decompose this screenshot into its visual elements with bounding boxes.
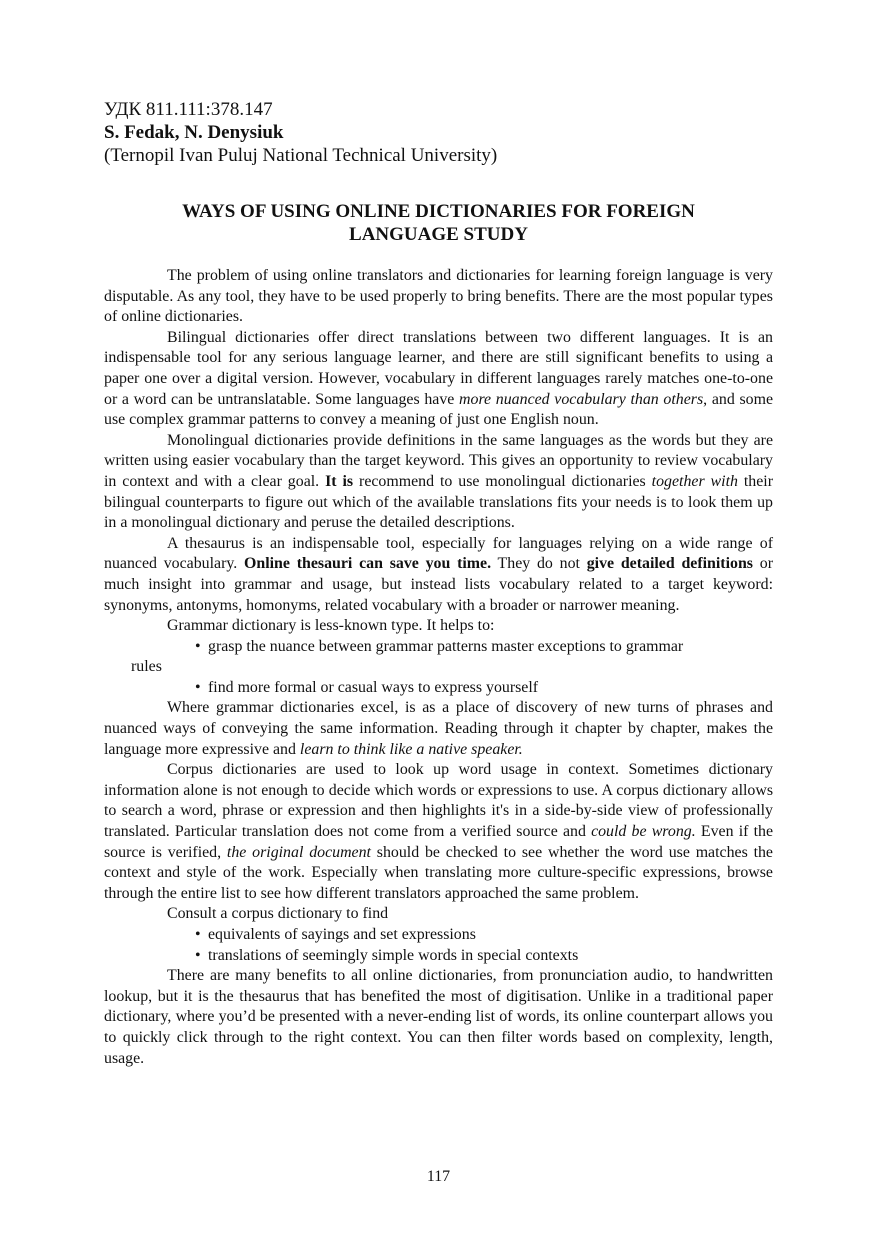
udc-code: УДК 811.111:378.147 bbox=[104, 99, 273, 120]
paragraph-bilingual bbox=[104, 328, 773, 431]
text-run: should be checked to see whether the word use matches the context and style of the work. Especially when translating more culture-specific expressions, browse through the entire list to see how different translators approached the same problem. bbox=[104, 843, 773, 902]
paragraph-consult: Consult a corpus dictionary to find bbox=[167, 905, 389, 923]
emphasis: together with bbox=[651, 472, 738, 490]
title-line-1: WAYS OF USING ONLINE DICTIONARIES FOR FOREIGN bbox=[182, 201, 695, 222]
list-item-text: find more formal or casual ways to express yourself bbox=[208, 678, 539, 696]
corpus-list bbox=[104, 925, 773, 966]
affiliation: (Ternopil Ivan Puluj National Technical University) bbox=[104, 145, 498, 166]
bold-text: give detailed definitions bbox=[586, 555, 753, 573]
list-item bbox=[104, 637, 773, 678]
list-item-text: grasp the nuance between grammar patterns master exceptions to grammar bbox=[208, 637, 684, 655]
text-run: Even if the source is verified, bbox=[104, 823, 773, 861]
article-body bbox=[104, 266, 773, 1069]
grammar-list bbox=[104, 637, 773, 699]
paragraph-grammar-excel bbox=[104, 698, 773, 760]
article-title bbox=[104, 200, 773, 246]
emphasis: learn to think like a native speaker. bbox=[299, 740, 523, 758]
title-line-2: LANGUAGE STUDY bbox=[349, 224, 528, 245]
bullet-icon: • bbox=[195, 637, 201, 655]
text-run: A thesaurus is an indispensable tool, especially for languages relying on a wide range of nuanced vocabulary. bbox=[104, 534, 773, 573]
text-run: recommend to use monolingual dictionaries bbox=[353, 472, 652, 490]
paragraph-corpus bbox=[104, 760, 773, 904]
emphasis: more nuanced vocabulary than others bbox=[459, 390, 704, 408]
bullet-icon: • bbox=[195, 926, 201, 943]
text-run: Corpus dictionaries are used to look up word usage in context. Sometimes dictionary information alone is not enough to decide which words or expressions to use. A corpus dictionary allows to search a word, phrase or expression and then highlights it's in a side-by-side view of professionally translated. Particular translation does not come from a verified source and bbox=[104, 761, 773, 841]
list-item-text: equivalents of sayings and set expressions bbox=[208, 926, 476, 943]
list-item-text: translations of seemingly simple words in special contexts bbox=[208, 946, 579, 964]
emphasis: the original document bbox=[226, 843, 371, 861]
text-run: They do not bbox=[491, 555, 587, 573]
article-page bbox=[104, 98, 773, 1069]
text-run: Monolingual dictionaries provide definitions in the same languages as the words but they are written using easier vocabulary than the target keyword. This gives an opportunity to review vocabulary in context and with a clear goal. bbox=[104, 431, 773, 490]
list-item-text-continued: rules bbox=[131, 658, 162, 676]
bold-text: Online thesauri can save you time. bbox=[244, 555, 492, 573]
list-item bbox=[104, 925, 773, 946]
authors: S. Fedak, N. Denysiuk bbox=[104, 122, 284, 143]
bold-text: It is bbox=[325, 472, 354, 490]
emphasis: could be wrong. bbox=[591, 823, 696, 841]
bullet-icon: • bbox=[195, 946, 201, 964]
list-item bbox=[104, 678, 773, 699]
text-run: or much insight into grammar and usage, but instead lists vocabulary related to a target keyword: synonyms, antonyms, homonyms, related vocabulary with a broader or narrower meaning. bbox=[104, 555, 773, 614]
paragraph-intro: The problem of using online translators and dictionaries for learning foreign language is very disputable. As any tool, they have to be used properly to bring benefits. There are the most popular types of online dictionaries. bbox=[104, 267, 773, 326]
bullet-icon: • bbox=[195, 678, 201, 696]
paragraph-thesaurus bbox=[104, 534, 773, 616]
page-number: 117 bbox=[426, 1168, 451, 1185]
paragraph-grammar: Grammar dictionary is less-known type. It helps to: bbox=[167, 617, 495, 635]
text-run: Where grammar dictionaries excel, is as a place of discovery of new turns of phrases and nuanced ways of conveying the same information. Reading through it chapter by chapter, makes the language more expressive and bbox=[104, 699, 773, 758]
paragraph-conclusion: There are many benefits to all online dictionaries, from pronunciation audio, to handwritten lookup, but it is the thesaurus that has benefited the most of digitisation. Unlike in a traditional paper dictionary, where you’d be presented with a never-ending list of words, its online counterpart allows you to quickly click through to the right context. You can then filter words based on complexity, length, usage. bbox=[104, 967, 773, 1067]
list-item bbox=[104, 946, 773, 967]
text-run: their bilingual counterparts to figure out which of the available translations fits your needs is to look them up in a monolingual dictionary and peruse the detailed descriptions. bbox=[104, 472, 773, 532]
text-run: Bilingual dictionaries offer direct translations between two different languages. It is an indispensable tool for any serious language learner, and there are still significant benefits to using a paper one over a digital version. However, vocabulary in different languages rarely matches one-to-one or a word can be untranslatable. Some languages have bbox=[104, 328, 773, 408]
text-run: , and some use complex grammar patterns to convey a meaning of just one English noun. bbox=[104, 390, 773, 429]
paragraph-monolingual bbox=[104, 431, 773, 534]
